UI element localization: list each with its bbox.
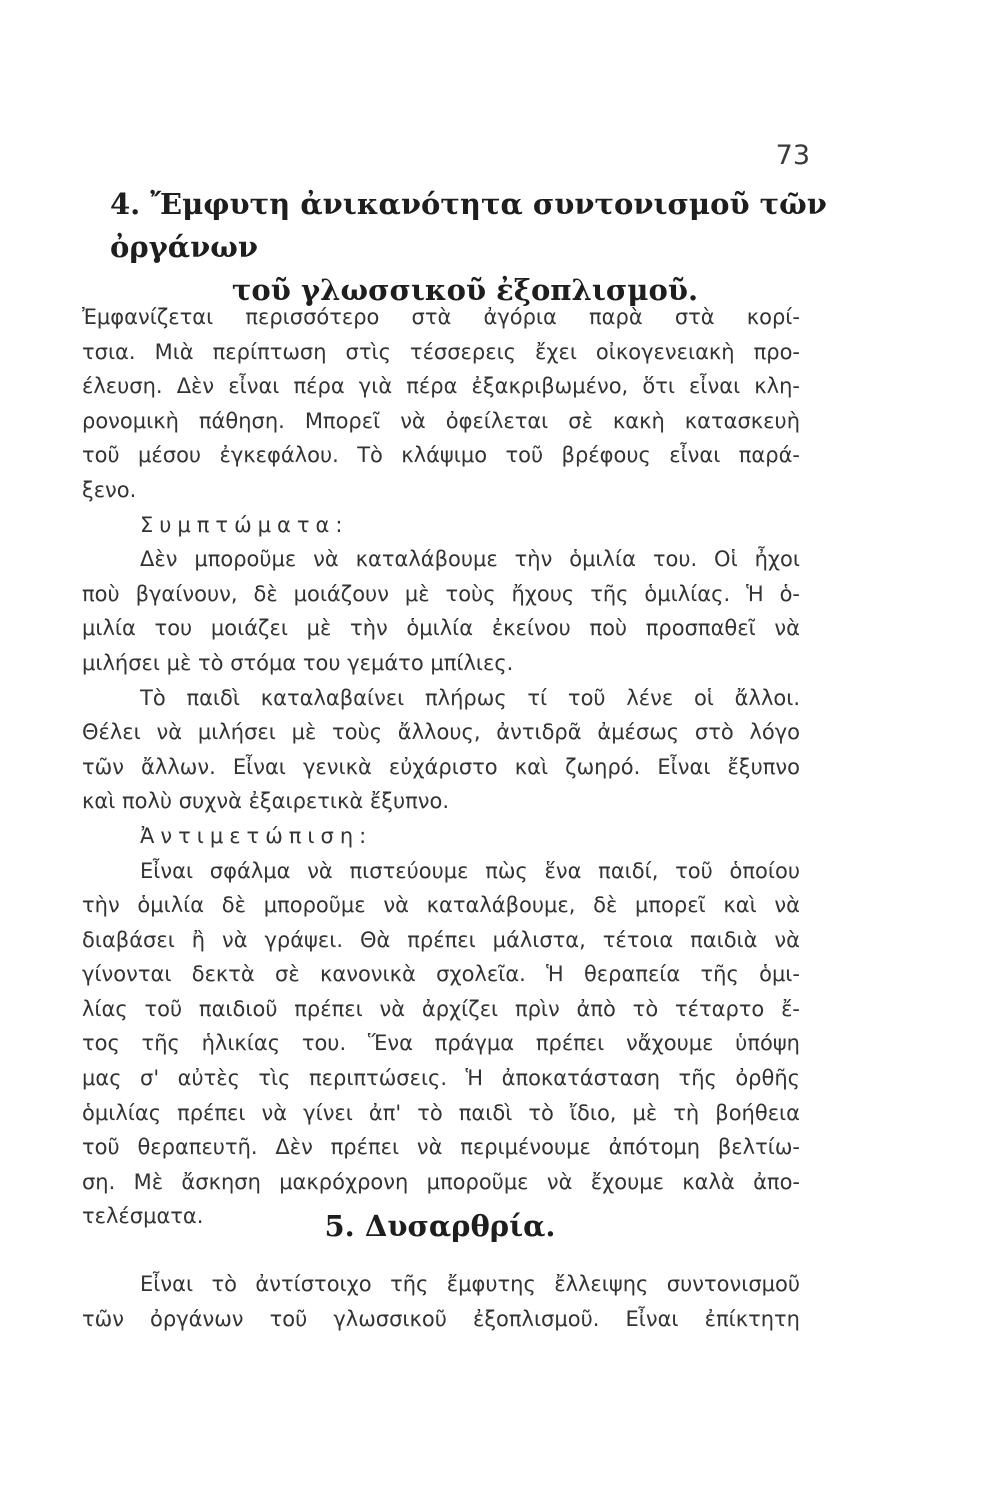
body-line: ρονομικὴ πάθηση. Μπορεῖ νὰ ὀφείλεται σὲ κακὴ κατασκευὴ — [82, 408, 800, 433]
body-line: Θέλει νὰ μιλήσει μὲ τοὺς ἄλλους, ἀντιδρᾶ ἀμέσως στὸ λόγο — [82, 720, 800, 745]
body-line: τοῦ μέσου ἐγκεφάλου. Τὸ κλάψιμο τοῦ βρέφους εἶναι παρά- — [82, 443, 800, 468]
body-line: τὴν ὁμιλία δὲ μποροῦμε νὰ καταλάβουμε, δὲ μπορεῖ καὶ νὰ — [82, 893, 800, 918]
section-4-heading-line-1: 4. Ἔμφυτη ἀνικανότητα συντονισμοῦ τῶν ὀργάνων — [110, 187, 827, 264]
body-line: τοῦ θεραπευτῆ. Δὲν πρέπει νὰ περιμένουμε ἀπότομη βελτίω- — [82, 1135, 800, 1160]
section-4-heading-line-2: τοῦ γλωσσικοῦ ἐξοπλισμοῦ. — [231, 273, 699, 307]
body-line: Δὲν μποροῦμε νὰ καταλάβουμε τὴν ὁμιλία του. Οἱ ἦχοι — [140, 547, 800, 572]
body-line: Εἶναι σφάλμα νὰ πιστεύουμε πὼς ἕνα παιδί, τοῦ ὁποίου — [140, 858, 800, 883]
body-line: μιλήσει μὲ τὸ στόμα του γεμάτο μπίλιες. — [82, 650, 514, 675]
body-line: ξενο. — [82, 477, 137, 502]
body-line: διαβάσει ἢ νὰ γράψει. Θὰ πρέπει μάλιστα, τέτοια παιδιὰ νὰ — [82, 927, 800, 952]
section-4-heading — [110, 183, 830, 312]
body-line: τος τῆς ἡλικίας του. Ἕνα πράγμα πρέπει νἄχουμε ὑπόψη — [82, 1031, 800, 1056]
body-line: τελέσματα. — [82, 1204, 204, 1229]
body-line: Τὸ παιδὶ καταλαβαίνει πλήρως τί τοῦ λένε οἱ ἄλλοι. — [140, 685, 800, 710]
section-5-body — [82, 1267, 800, 1336]
body-line: μας σ' αὐτὲς τὶς περιπτώσεις. Ἡ ἀποκατάσταση τῆς ὀρθῆς — [82, 1066, 800, 1091]
body-line: έλευση. Δὲν εἶναι πέρα γιὰ πέρα ἐξακριβωμένο, ὅτι εἶναι κλη- — [82, 374, 800, 399]
body-line: ὁμιλίας πρέπει νὰ γίνει ἀπ' τὸ παιδὶ τὸ ἴδιο, μὲ τὴ βοήθεια — [82, 1100, 800, 1125]
subheading-symptoms: Συμπτώματα: — [140, 512, 349, 537]
subheading-treatment: Ἀντιμετώπιση: — [140, 823, 373, 848]
body-line: Εἶναι τὸ ἀντίστοιχο τῆς ἔμφυτης ἔλλειψης συντονισμοῦ — [140, 1272, 800, 1296]
body-line: καὶ πολὺ συχνὰ ἐξαιρετικὰ ἔξυπνο. — [82, 789, 450, 814]
body-line: λίας τοῦ παιδιοῦ πρέπει νὰ ἀρχίζει πρὶν ἀπὸ τὸ τέταρτο ἔ- — [82, 996, 800, 1021]
section-5-heading: 5. Δυσαρθρία. — [324, 1209, 556, 1243]
section-4-body — [82, 300, 800, 1234]
body-line: τῶν ἄλλων. Εἶναι γενικὰ εὐχάριστο καὶ ζωηρό. Εἶναι ἔξυπνο — [82, 754, 800, 779]
body-line: ποὺ βγαίνουν, δὲ μοιάζουν μὲ τοὺς ἤχους τῆς ὁμιλίας. Ἡ ὁ- — [82, 581, 800, 606]
page-number: 73 — [775, 140, 810, 171]
body-line: ση. Μὲ ἄσκηση μακρόχρονη μποροῦμε νὰ ἔχουμε καλὰ ἀπο- — [82, 1169, 800, 1194]
body-line: μιλία του μοιάζει μὲ τὴν ὁμιλία ἐκείνου ποὺ προσπαθεῖ νὰ — [82, 616, 800, 641]
body-line: τῶν ὀργάνων τοῦ γλωσσικοῦ ἐξοπλισμοῦ. Εἶναι ἐπίκτητη — [82, 1306, 800, 1331]
body-line: γίνονται δεκτὰ σὲ κανονικὰ σχολεῖα. Ἡ θεραπεία τῆς ὁμι- — [82, 962, 800, 987]
body-line: τσια. Μιὰ περίπτωση στὶς τέσσερεις ἔχει οἰκογενειακὴ προ- — [82, 339, 800, 364]
body-line: Ἐμφανίζεται περισσότερο στὰ ἀγόρια παρὰ στὰ κορί- — [82, 305, 800, 329]
